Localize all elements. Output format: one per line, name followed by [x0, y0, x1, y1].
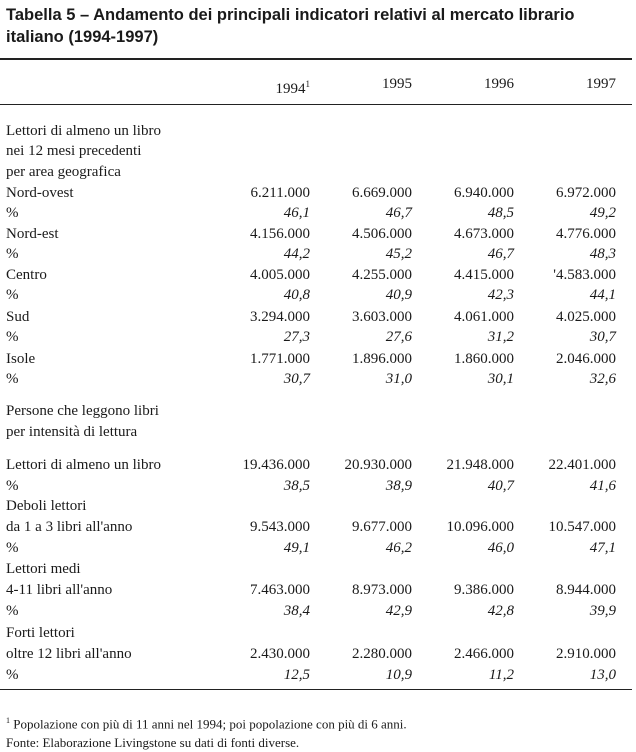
percent-cell: 10,9	[385, 667, 412, 683]
percent-cell: 48,5	[487, 205, 514, 221]
percent-cell: 31,2	[487, 329, 514, 345]
percent-cell: 48,3	[589, 246, 616, 262]
value-cell: 6.972.000	[556, 185, 616, 201]
percent-cell: 44,2	[283, 246, 310, 262]
percent-cell: 30,7	[589, 329, 616, 345]
value-cell: 9.386.000	[454, 582, 514, 598]
value-cell: 7.463.000	[250, 582, 310, 598]
section-heading-line: per area geografica	[6, 164, 121, 180]
value-cell: 6.211.000	[250, 185, 310, 201]
value-cell: 1.771.000	[250, 351, 310, 367]
percent-cell: 13,0	[589, 667, 616, 683]
percent-cell: 12,5	[283, 667, 310, 683]
source-note: Fonte: Elaborazione Livingstone su dati di fonti diverse.	[6, 735, 300, 750]
percent-cell: 49,2	[589, 205, 616, 221]
value-cell: 20.930.000	[344, 457, 412, 473]
row-label: Deboli lettori	[6, 498, 87, 514]
year-header-1997: 1997	[586, 76, 616, 92]
row-label: Sud	[6, 309, 30, 325]
percent-cell: 38,5	[283, 478, 310, 494]
year-header-1994: 1994$^1$	[275, 79, 310, 97]
percent-cell: 41,6	[589, 478, 616, 494]
top-rule	[0, 58, 632, 60]
percent-label: %	[6, 287, 19, 303]
section-heading-line: nei 12 mesi precedenti	[6, 143, 142, 159]
section-heading-line: per intensità di lettura	[6, 424, 138, 440]
percent-cell: 42,3	[487, 287, 514, 303]
value-cell: 4.156.000	[250, 226, 310, 242]
value-cell: 3.294.000	[250, 309, 310, 325]
percent-cell: 11,2	[488, 667, 514, 683]
percent-cell: 31,0	[385, 371, 412, 387]
percent-cell: 46,2	[385, 540, 412, 556]
row-label: Isole	[6, 351, 36, 367]
percent-label: %	[6, 329, 19, 345]
value-cell: 8.944.000	[556, 582, 616, 598]
value-cell: 4.005.000	[250, 267, 310, 283]
percent-cell: 46,7	[487, 246, 514, 262]
year-header-1995: 1995	[382, 76, 412, 92]
value-cell: 2.430.000	[250, 646, 310, 662]
section-heading-line: Persone che leggono libri	[6, 403, 159, 419]
percent-cell: 39,9	[589, 603, 616, 619]
value-cell: 19.436.000	[242, 457, 310, 473]
percent-label: %	[6, 540, 19, 556]
value-cell: 4.415.000	[454, 267, 514, 283]
value-cell: 10.547.000	[548, 519, 616, 535]
table-title: Tabella 5 – Andamento dei principali indicatori relativi al mercato librario italiano (1994-1997)	[6, 6, 575, 46]
row-label: da 1 a 3 libri all'anno	[6, 519, 133, 535]
percent-cell: 42,8	[487, 603, 514, 619]
value-cell: 4.776.000	[556, 226, 616, 242]
percent-cell: 30,7	[283, 371, 310, 387]
value-cell: 6.940.000	[454, 185, 514, 201]
row-label: Nord-ovest	[6, 185, 74, 201]
percent-label: %	[6, 603, 19, 619]
value-cell: 9.543.000	[250, 519, 310, 535]
value-cell: 9.677.000	[352, 519, 412, 535]
value-cell: 1.896.000	[352, 351, 412, 367]
value-cell: 4.255.000	[352, 267, 412, 283]
value-cell: 6.669.000	[352, 185, 412, 201]
value-cell: 3.603.000	[352, 309, 412, 325]
value-cell: 4.673.000	[454, 226, 514, 242]
percent-cell: 40,9	[385, 287, 412, 303]
percent-cell: 47,1	[589, 540, 616, 556]
value-cell: 2.910.000	[556, 646, 616, 662]
percent-cell: 45,2	[385, 246, 412, 262]
value-cell: 2.046.000	[556, 351, 616, 367]
year-header-1996: 1996	[484, 76, 514, 92]
header-rule	[0, 104, 632, 105]
footnote-1: $^1$ Popolazione con più di 11 anni nel 1994; poi popolazione con più di 6 anni.	[6, 716, 407, 732]
percent-cell: 40,7	[487, 478, 514, 494]
row-label: Forti lettori	[6, 625, 75, 641]
percent-label: %	[6, 246, 19, 262]
value-cell: 2.466.000	[454, 646, 514, 662]
percent-cell: 44,1	[589, 287, 616, 303]
value-cell: 4.506.000	[352, 226, 412, 242]
section-heading-line: Lettori di almeno un libro	[6, 123, 161, 139]
value-cell: 2.280.000	[352, 646, 412, 662]
percent-label: %	[6, 205, 19, 221]
percent-cell: 46,7	[385, 205, 412, 221]
percent-label: %	[6, 667, 19, 683]
row-label: oltre 12 libri all'anno	[6, 646, 132, 662]
row-label: Nord-est	[6, 226, 59, 242]
value-cell: 21.948.000	[446, 457, 514, 473]
percent-cell: 42,9	[385, 603, 412, 619]
percent-cell: 27,3	[283, 329, 310, 345]
row-label: Lettori di almeno un libro	[6, 457, 161, 473]
percent-cell: 40,8	[283, 287, 310, 303]
value-cell: 22.401.000	[548, 457, 616, 473]
value-cell: 8.973.000	[352, 582, 412, 598]
value-cell: '4.583.000	[553, 267, 616, 283]
bottom-rule	[0, 689, 632, 690]
percent-cell: 32,6	[589, 371, 616, 387]
value-cell: 10.096.000	[446, 519, 514, 535]
percent-cell: 46,0	[487, 540, 514, 556]
value-cell: 4.061.000	[454, 309, 514, 325]
row-label: Lettori medi	[6, 561, 81, 577]
percent-label: %	[6, 478, 19, 494]
row-label: 4-11 libri all'anno	[6, 582, 113, 598]
percent-cell: 38,4	[283, 603, 310, 619]
percent-label: %	[6, 371, 19, 387]
percent-cell: 30,1	[487, 371, 514, 387]
value-cell: 4.025.000	[556, 309, 616, 325]
percent-cell: 49,1	[283, 540, 310, 556]
percent-cell: 46,1	[283, 205, 310, 221]
percent-cell: 27,6	[385, 329, 412, 345]
percent-cell: 38,9	[385, 478, 412, 494]
value-cell: 1.860.000	[454, 351, 514, 367]
row-label: Centro	[6, 267, 47, 283]
